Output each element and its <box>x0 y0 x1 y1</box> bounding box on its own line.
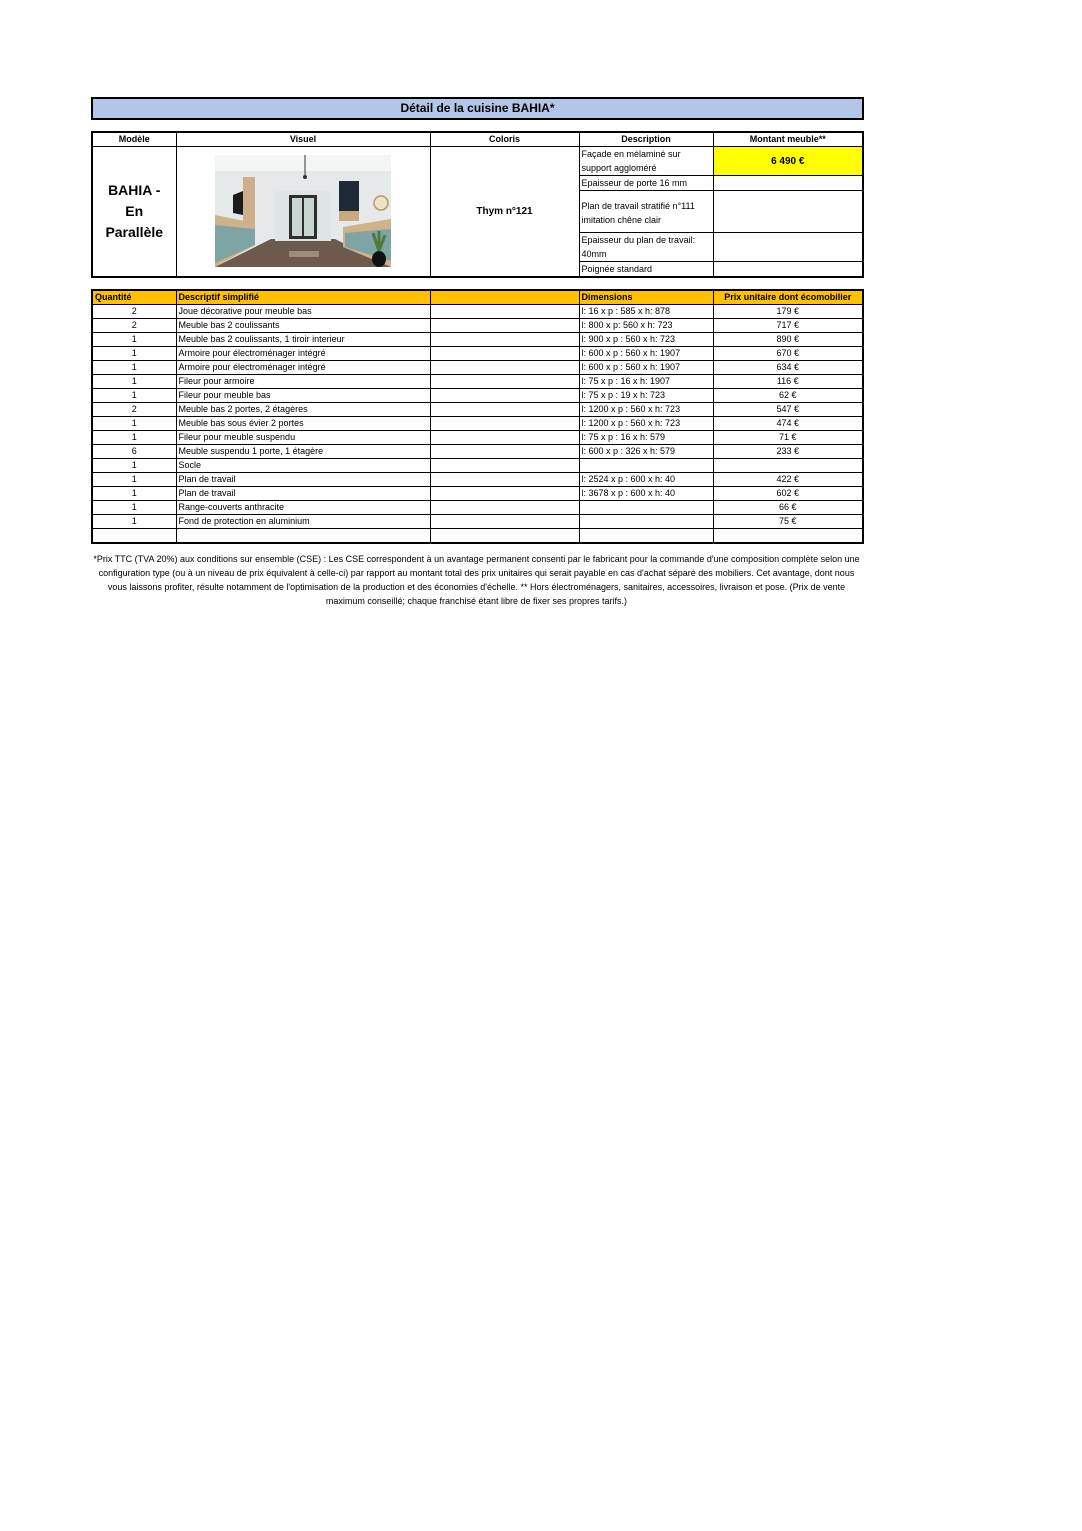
model-name <box>92 147 176 278</box>
item-empty-cell <box>430 333 579 347</box>
item-empty-cell <box>430 515 579 529</box>
table-row <box>92 529 863 544</box>
item-dimensions: l: 2524 x p : 600 x h: 40 <box>579 473 713 487</box>
item-quantity: 1 <box>92 473 176 487</box>
model-name-line2: En Parallèle <box>105 203 164 240</box>
header-montant: Montant meuble** <box>713 132 863 147</box>
item-price: 634 € <box>713 361 863 375</box>
description-item: Poignée standard <box>579 262 713 278</box>
item-description: Meuble suspendu 1 porte, 1 étagère <box>176 445 430 459</box>
summary-header-row <box>92 132 863 147</box>
item-description: Meuble bas sous évier 2 portes <box>176 417 430 431</box>
item-description: Meuble bas 2 portes, 2 étagères <box>176 403 430 417</box>
model-name-line1: BAHIA - <box>108 182 161 198</box>
item-dimensions: l: 800 x p: 560 x h: 723 <box>579 319 713 333</box>
table-row <box>92 445 863 459</box>
item-dimensions <box>579 501 713 515</box>
item-description: Armoire pour électroménager intégré <box>176 347 430 361</box>
table-row <box>92 319 863 333</box>
header-descriptif: Descriptif simplifié <box>176 290 430 305</box>
item-dimensions <box>579 459 713 473</box>
item-dimensions: l: 900 x p : 560 x h: 723 <box>579 333 713 347</box>
header-description: Description <box>579 132 713 147</box>
item-description: Meuble bas 2 coulissants, 1 tiroir interieur <box>176 333 430 347</box>
item-description: Plan de travail <box>176 473 430 487</box>
item-dimensions: l: 3678 x p : 600 x h: 40 <box>579 487 713 501</box>
item-dimensions: l: 75 x p : 16 x h: 1907 <box>579 375 713 389</box>
description-item: Façade en mélaminé sur support aggloméré <box>579 147 713 176</box>
item-empty-cell <box>430 361 579 375</box>
footnote: *Prix TTC (TVA 20%) aux conditions sur ensemble (CSE) : Les CSE correspondent à un avantage permanent consenti par le fabricant pour la commande d'une composition complète selon une configuration type (ou à un niveau de prix équivalent à celle-ci) par rapport au montant total des prix unitaires qui serait payable en cas d'achat séparé des mobiliers. Cet avantage, dont nous vous laissons profiter, résulte notamment de l'optimisation de la production et des économies d'échelle. ** Hors électroménagers, sanitaires, accessoires, livraison et pose. (Prix de vente maximum conseillé; chaque franchisé étant libre de fixer ses propres tarifs.) <box>93 554 860 606</box>
item-empty-cell <box>430 487 579 501</box>
item-price: 71 € <box>713 431 863 445</box>
item-price <box>713 529 863 544</box>
item-empty-cell <box>430 403 579 417</box>
table-row <box>92 389 863 403</box>
item-price <box>713 459 863 473</box>
item-description: Joue décorative pour meuble bas <box>176 305 430 319</box>
item-quantity: 1 <box>92 431 176 445</box>
item-dimensions: l: 1200 x p : 560 x h: 723 <box>579 417 713 431</box>
item-empty-cell <box>430 529 579 544</box>
item-empty-cell <box>430 473 579 487</box>
amount-empty-cell <box>713 233 863 262</box>
item-quantity: 1 <box>92 375 176 389</box>
item-empty-cell <box>430 375 579 389</box>
amount-empty-cell <box>713 191 863 233</box>
item-empty-cell <box>430 305 579 319</box>
item-price: 890 € <box>713 333 863 347</box>
table-row <box>92 473 863 487</box>
table-row <box>92 333 863 347</box>
item-quantity: 2 <box>92 403 176 417</box>
items-header-row <box>92 290 863 305</box>
item-empty-cell <box>430 319 579 333</box>
item-empty-cell <box>430 445 579 459</box>
table-row <box>92 417 863 431</box>
item-quantity: 1 <box>92 487 176 501</box>
description-item: Epaisseur de porte 16 mm <box>579 176 713 191</box>
item-quantity: 1 <box>92 417 176 431</box>
item-description: Fond de protection en aluminium <box>176 515 430 529</box>
item-quantity: 2 <box>92 319 176 333</box>
header-visuel: Visuel <box>176 132 430 147</box>
item-price: 422 € <box>713 473 863 487</box>
item-empty-cell <box>430 347 579 361</box>
table-row <box>92 459 863 473</box>
item-quantity: 2 <box>92 305 176 319</box>
table-row <box>92 403 863 417</box>
header-quantite: Quantité <box>92 290 176 305</box>
item-price: 66 € <box>713 501 863 515</box>
header-modele: Modèle <box>92 132 176 147</box>
item-description: Armoire pour électroménager intégré <box>176 361 430 375</box>
item-price: 233 € <box>713 445 863 459</box>
item-price: 62 € <box>713 389 863 403</box>
table-row <box>92 431 863 445</box>
item-quantity: 1 <box>92 501 176 515</box>
item-dimensions <box>579 529 713 544</box>
item-description: Socle <box>176 459 430 473</box>
coloris-value: Thym n°121 <box>430 147 579 278</box>
item-price: 474 € <box>713 417 863 431</box>
table-row <box>92 361 863 375</box>
item-price: 602 € <box>713 487 863 501</box>
item-price: 75 € <box>713 515 863 529</box>
item-dimensions: l: 75 x p : 16 x h: 579 <box>579 431 713 445</box>
item-price: 547 € <box>713 403 863 417</box>
item-dimensions: l: 600 x p : 560 x h: 1907 <box>579 361 713 375</box>
item-description: Meuble bas 2 coulissants <box>176 319 430 333</box>
item-quantity: 1 <box>92 333 176 347</box>
amount-value: 6 490 € <box>713 147 863 176</box>
table-row <box>92 501 863 515</box>
item-dimensions: l: 600 x p : 326 x h: 579 <box>579 445 713 459</box>
items-table <box>91 289 864 544</box>
item-quantity: 1 <box>92 515 176 529</box>
description-item: Plan de travail stratifié n°111 imitation chêne clair <box>579 191 713 233</box>
table-row <box>92 515 863 529</box>
item-description: Fileur pour meuble bas <box>176 389 430 403</box>
item-empty-cell <box>430 389 579 403</box>
item-description: Plan de travail <box>176 487 430 501</box>
header-empty <box>430 290 579 305</box>
item-quantity: 6 <box>92 445 176 459</box>
header-dimensions: Dimensions <box>579 290 713 305</box>
item-quantity: 1 <box>92 389 176 403</box>
item-dimensions <box>579 515 713 529</box>
item-empty-cell <box>430 431 579 445</box>
item-quantity <box>92 529 176 544</box>
page-title: Détail de la cuisine BAHIA* <box>91 97 864 120</box>
item-price: 116 € <box>713 375 863 389</box>
amount-empty-cell <box>713 176 863 191</box>
item-description: Fileur pour armoire <box>176 375 430 389</box>
item-dimensions: l: 16 x p : 585 x h: 878 <box>579 305 713 319</box>
item-price: 717 € <box>713 319 863 333</box>
item-price: 670 € <box>713 347 863 361</box>
item-description: Fileur pour meuble suspendu <box>176 431 430 445</box>
table-row <box>92 305 863 319</box>
amount-empty-cell <box>713 262 863 278</box>
item-quantity: 1 <box>92 361 176 375</box>
item-description: Range-couverts anthracite <box>176 501 430 515</box>
kitchen-photo-image <box>215 155 391 267</box>
item-dimensions: l: 600 x p : 560 x h: 1907 <box>579 347 713 361</box>
item-dimensions: l: 75 x p : 19 x h: 723 <box>579 389 713 403</box>
table-row <box>92 347 863 361</box>
item-dimensions: l: 1200 x p : 560 x h: 723 <box>579 403 713 417</box>
item-quantity: 1 <box>92 347 176 361</box>
item-empty-cell <box>430 501 579 515</box>
item-empty-cell <box>430 417 579 431</box>
table-row <box>92 487 863 501</box>
item-quantity: 1 <box>92 459 176 473</box>
description-item: Epaisseur du plan de travail: 40mm <box>579 233 713 262</box>
header-coloris: Coloris <box>430 132 579 147</box>
header-prix-unitaire: Prix unitaire dont écomobilier <box>713 290 863 305</box>
table-row <box>92 375 863 389</box>
kitchen-summary-table <box>91 131 864 278</box>
item-price: 179 € <box>713 305 863 319</box>
item-empty-cell <box>430 459 579 473</box>
item-description <box>176 529 430 544</box>
kitchen-visual <box>176 147 430 278</box>
